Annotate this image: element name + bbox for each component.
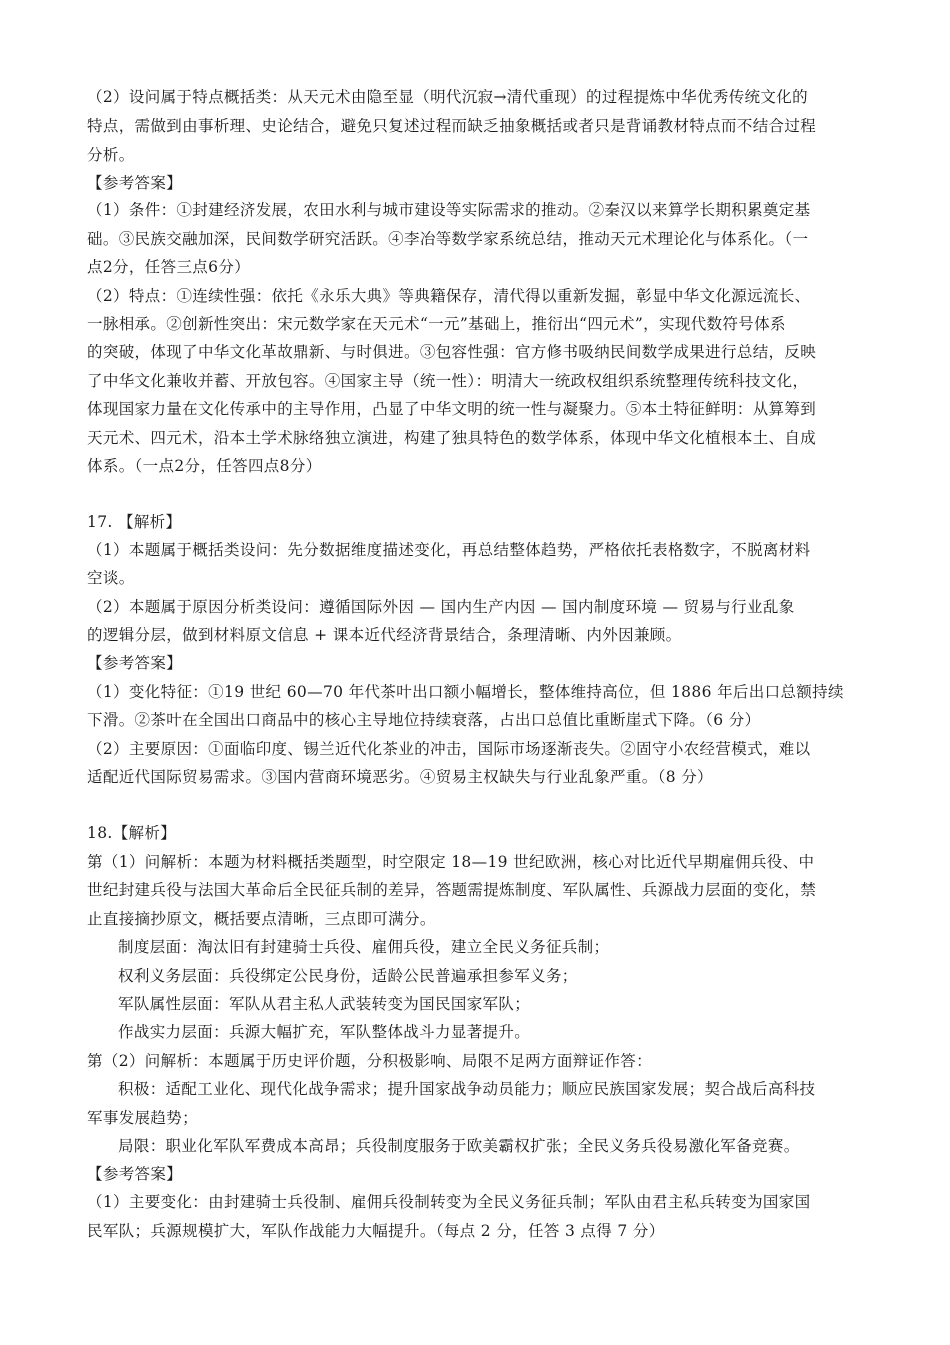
q18-part1-point: 作战实力层面：兵源大幅扩充，军队整体战斗力显著提升。 — [118, 1023, 531, 1041]
q17-answer-line: 下滑。②茶叶在全国出口商品中的核心主导地位持续衰落，占出口总值比重断崖式下降。（6 分） — [87, 711, 761, 729]
q18-part1-line: 止直接摘抄原文，概括要点清晰，三点即可满分。 — [87, 910, 436, 928]
q16-answer-line: （2）特点：①连续性强：依托《永乐大典》等典籍保存，清代得以重新发掘，彰显中华文化源远流长、 — [87, 287, 811, 305]
q18-part2-limit: 局限：职业化军队军费成本高昂；兵役制度服务于欧美霸权扩张；全民义务兵役易激化军备竞赛。 — [118, 1137, 800, 1155]
q16-analysis-line: （2）设问属于特点概括类：从天元术由隐至显（明代沉寂→清代重现）的过程提炼中华优秀传统文化的 — [87, 88, 808, 106]
q18-part1-line: 第（1）问解析：本题为材料概括类题型，时空限定 18—19 世纪欧洲，核心对比近代早期雇佣兵役、中 — [87, 853, 815, 871]
q18-part2-intro: 第（2）问解析：本题属于历史评价题，分积极影响、局限不足两方面辩证作答： — [87, 1052, 652, 1070]
q17-analysis-line: 空谈。 — [87, 569, 135, 587]
q18-part1-point: 权利义务层面：兵役绑定公民身份，适龄公民普遍承担参军义务； — [118, 967, 578, 985]
q16-answer-line: 体系。（一点2分，任答四点8分） — [87, 457, 322, 475]
q18-part2-positive-continued: 军事发展趋势； — [87, 1109, 198, 1127]
q16-answer-line: 点2分，任答三点6分） — [87, 258, 251, 276]
q17-analysis-line: 的逻辑分层，做到材料原文信息 + 课本近代经济背景结合，条理清晰、内外因兼顾。 — [87, 626, 682, 644]
q16-answer-line: 了中华文化兼收并蓄、开放包容。④国家主导（统一性）：明清大一统政权组织系统整理传统科技文化， — [87, 372, 809, 390]
q18-part2-positive: 积极：适配工业化、现代化战争需求；提升国家战争动员能力；顺应民族国家发展；契合战后高科技 — [118, 1080, 816, 1098]
q18-part1-point: 制度层面：淘汰旧有封建骑士兵役、雇佣兵役，建立全民义务征兵制； — [118, 938, 610, 956]
q16-answer-line: 础。③民族交融加深，民间数学研究活跃。④李冶等数学家系统总结，推动天元术理论化与体系化。（一 — [87, 230, 809, 248]
q16-answer-line: 天元术、四元术，沿本土学术脉络独立演进，构建了独具特色的数学体系，体现中华文化植根本土、自成 — [87, 429, 817, 447]
q17-answer-line: （2）主要原因：①面临印度、锡兰近代化茶业的冲击，国际市场逐渐丧失。②固守小农经营模式，难以 — [87, 740, 811, 758]
q17-answer-line: （1）变化特征：①19 世纪 60—70 年代茶叶出口额小幅增长，整体维持高位，但 1886 年后出口总额持续 — [87, 683, 844, 701]
q18-answer-line: 民军队；兵源规模扩大，军队作战能力大幅提升。（每点 2 分，任答 3 点得 7 分） — [87, 1222, 665, 1240]
q16-answer-line: 的突破，体现了中华文化革故鼎新、与时俱进。③包容性强：官方修书吸纳民间数学成果进行总结，反映 — [87, 343, 817, 361]
q18-part1-point: 军队属性层面：军队从君主私人武装转变为国民国家军队； — [118, 995, 531, 1013]
q17-analysis-line: （2）本题属于原因分析类设问：遵循国际外因 — 国内生产内因 — 国内制度环境 — 贸易与行业乱象 — [87, 598, 795, 616]
q16-answer-heading: 【参考答案】 — [87, 174, 183, 192]
q16-analysis-line: 分析。 — [87, 146, 135, 164]
q17-heading: 17. 【解析】 — [87, 513, 182, 531]
q18-heading: 18.【解析】 — [87, 824, 177, 842]
q17-analysis-line: （1）本题属于概括类设问：先分数据维度描述变化，再总结整体趋势，严格依托表格数字，不脱离材料 — [87, 541, 811, 559]
q16-answer-line: 体现国家力量在文化传承中的主导作用，凸显了中华文明的统一性与凝聚力。⑤本土特征鲜明：从算筹到 — [87, 400, 817, 418]
q16-answer-line: （1）条件：①封建经济发展，农田水利与城市建设等实际需求的推动。②秦汉以来算学长期积累奠定基 — [87, 201, 811, 219]
q17-answer-heading: 【参考答案】 — [87, 654, 183, 672]
q16-analysis-line: 特点，需做到由事析理、史论结合，避免只复述过程而缺乏抽象概括或者只是背诵教材特点而不结合过程 — [87, 117, 817, 135]
q17-answer-line: 适配近代国际贸易需求。③国内营商环境恶劣。④贸易主权缺失与行业乱象严重。（8 分） — [87, 768, 713, 786]
q16-answer-line: 一脉相承。②创新性突出：宋元数学家在天元术“一元”基础上，推衍出“四元术”，实现代数符号体系 — [87, 315, 786, 333]
q18-part1-line: 世纪封建兵役与法国大革命后全民征兵制的差异，答题需提炼制度、军队属性、兵源战力层面的变化，禁 — [87, 881, 817, 899]
q18-answer-heading: 【参考答案】 — [87, 1165, 183, 1183]
q18-answer-line: （1）主要变化：由封建骑士兵役制、雇佣兵役制转变为全民义务征兵制；军队由君主私兵转变为国家国 — [87, 1193, 811, 1211]
